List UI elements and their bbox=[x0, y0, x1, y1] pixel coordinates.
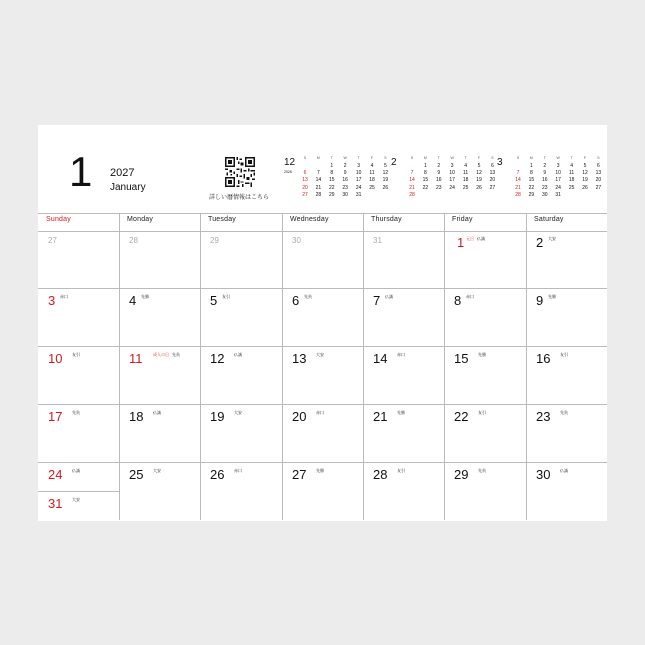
row-divider bbox=[38, 346, 607, 347]
mini-day: 8 bbox=[530, 170, 533, 177]
day-cell-number[interactable]: 22 bbox=[454, 409, 469, 424]
day-cell-label: 友引 bbox=[397, 468, 405, 473]
day-cell-number[interactable]: 15 bbox=[454, 351, 469, 366]
day-cell-label: 先勝 bbox=[316, 468, 324, 473]
mini-day: 18 bbox=[462, 177, 469, 184]
day-cell-label: 仏滅 bbox=[153, 410, 161, 415]
mini-day: 6 bbox=[303, 170, 307, 177]
mini-day: 11 bbox=[369, 170, 375, 177]
mini-day: 7 bbox=[410, 170, 414, 177]
mini-day: 3 bbox=[357, 163, 360, 169]
mini-day: 2 bbox=[437, 163, 441, 169]
day-cell-label: 先勝 bbox=[397, 410, 405, 415]
month-name: January bbox=[110, 182, 146, 193]
mini-day: 10 bbox=[555, 170, 561, 177]
day-cell-label: 成人の日 bbox=[153, 352, 169, 357]
mini-day: 6 bbox=[491, 163, 494, 169]
month-number: 1 bbox=[69, 148, 93, 195]
day-cell-label: 大安 bbox=[316, 352, 324, 357]
mini-day: 10 bbox=[355, 170, 362, 177]
day-cell-number[interactable]: 29 bbox=[454, 467, 469, 482]
column-divider bbox=[200, 213, 201, 520]
row-divider bbox=[38, 288, 607, 289]
day-cell-label: 大安 bbox=[72, 497, 80, 502]
mini-day: 7 bbox=[317, 170, 320, 177]
day-cell-rokuyo: 先負 bbox=[172, 352, 180, 357]
mini-day: 21 bbox=[315, 184, 322, 191]
mini-calendar-month: 12 bbox=[284, 157, 296, 168]
day-cell-number[interactable]: 6 bbox=[292, 293, 300, 308]
mini-day: 16 bbox=[342, 177, 348, 184]
mini-day: 20 bbox=[489, 177, 496, 184]
day-cell-number[interactable]: 8 bbox=[454, 293, 462, 308]
day-cell-label: 先勝 bbox=[141, 294, 149, 299]
mini-day: 4 bbox=[464, 163, 467, 169]
mini-day: 26 bbox=[582, 184, 588, 191]
mini-weekday-header: S bbox=[516, 156, 520, 160]
day-cell-label: 先負 bbox=[478, 468, 486, 473]
day-cell-number[interactable]: 18 bbox=[129, 409, 144, 424]
day-cell-label: 友引 bbox=[560, 352, 568, 357]
calendar-sheet bbox=[38, 125, 607, 521]
day-cell-number[interactable]: 27 bbox=[292, 467, 307, 482]
mini-day: 29 bbox=[528, 191, 535, 198]
mini-day: 13 bbox=[302, 177, 308, 184]
mini-weekday-header: S bbox=[410, 156, 414, 160]
day-cell-label: 友引 bbox=[222, 294, 230, 299]
mini-day: 15 bbox=[329, 177, 335, 184]
day-cell-number[interactable]: 25 bbox=[129, 467, 144, 482]
day-cell-number[interactable]: 5 bbox=[210, 293, 218, 308]
day-cell-number[interactable]: 23 bbox=[536, 409, 551, 424]
mini-day: 1 bbox=[330, 163, 334, 169]
day-cell-number[interactable]: 28 bbox=[373, 467, 388, 482]
day-cell-number[interactable]: 1 bbox=[457, 235, 465, 250]
row-divider bbox=[38, 404, 607, 405]
day-cell-label: 赤口 bbox=[466, 294, 474, 299]
mini-day: 19 bbox=[476, 177, 482, 184]
mini-weekday-header: M bbox=[423, 156, 427, 160]
mini-day: 23 bbox=[342, 184, 348, 191]
weekday-friday: Friday bbox=[452, 216, 473, 223]
day-cell-number[interactable]: 2 bbox=[536, 235, 544, 250]
mini-calendar-year: 2026 bbox=[284, 170, 292, 174]
day-cell-label: 仏滅 bbox=[72, 468, 80, 473]
mini-weekday-header: W bbox=[450, 156, 454, 160]
weekday-saturday: Saturday bbox=[534, 216, 564, 223]
mini-weekday-header: T bbox=[330, 156, 333, 160]
day-cell-label: 友引 bbox=[478, 410, 486, 415]
day-cell-number[interactable]: 13 bbox=[292, 351, 307, 366]
mini-day: 9 bbox=[437, 170, 441, 177]
day-cell-number[interactable]: 9 bbox=[536, 293, 544, 308]
mini-day: 15 bbox=[422, 177, 429, 184]
mini-day: 18 bbox=[369, 177, 375, 184]
mini-day: 9 bbox=[343, 170, 347, 177]
mini-day: 24 bbox=[355, 184, 362, 191]
mini-day: 5 bbox=[384, 163, 387, 169]
mini-day: 25 bbox=[568, 184, 575, 191]
mini-day: 20 bbox=[595, 177, 602, 184]
day-cell-number[interactable]: 30 bbox=[292, 236, 301, 245]
mini-day: 1 bbox=[530, 163, 533, 169]
day-cell-number[interactable]: 29 bbox=[210, 236, 219, 245]
day-cell-label: 大安 bbox=[548, 236, 556, 241]
day-cell-label: 先勝 bbox=[548, 294, 556, 299]
mini-day: 19 bbox=[382, 177, 389, 184]
day-cell-number[interactable]: 11 bbox=[129, 351, 143, 366]
day-cell-number[interactable]: 20 bbox=[292, 409, 307, 424]
mini-day: 14 bbox=[315, 177, 322, 184]
mini-day: 1 bbox=[424, 163, 427, 169]
day-cell-label: 先負 bbox=[560, 410, 568, 415]
column-divider bbox=[363, 213, 364, 520]
day-cell-label: 仏滅 bbox=[234, 352, 242, 357]
mini-day: 2 bbox=[543, 163, 547, 169]
mini-weekday-header: W bbox=[343, 156, 347, 160]
mini-day: 17 bbox=[355, 177, 362, 184]
column-divider bbox=[282, 213, 283, 520]
day-cell-rokuyo: 仏滅 bbox=[477, 236, 485, 241]
mini-day: 15 bbox=[528, 177, 535, 184]
mini-day: 25 bbox=[462, 184, 469, 191]
mini-day: 2 bbox=[343, 163, 347, 169]
mini-day: 12 bbox=[382, 170, 389, 177]
mini-day: 5 bbox=[583, 163, 587, 169]
column-divider bbox=[526, 213, 527, 520]
day-cell-number[interactable]: 12 bbox=[210, 351, 225, 366]
mini-day: 18 bbox=[568, 177, 575, 184]
mini-day: 22 bbox=[422, 184, 429, 191]
day-cell-label: 赤口 bbox=[60, 294, 68, 299]
mini-weekday-header: M bbox=[529, 156, 533, 160]
day-cell-number[interactable]: 10 bbox=[48, 351, 63, 366]
day-cell-number[interactable]: 30 bbox=[536, 467, 551, 482]
day-cell-number[interactable]: 3 bbox=[48, 293, 56, 308]
day-cell-number[interactable]: 19 bbox=[210, 409, 225, 424]
mini-day: 5 bbox=[477, 163, 481, 169]
mini-weekday-header: S bbox=[491, 156, 494, 160]
mini-day: 17 bbox=[449, 177, 455, 184]
qr-code-icon[interactable] bbox=[225, 157, 255, 187]
day-cell-label: 元日 bbox=[466, 236, 474, 241]
mini-day: 4 bbox=[570, 163, 573, 169]
mini-weekday-header: T bbox=[357, 156, 360, 160]
mini-weekday-header: M bbox=[316, 156, 320, 160]
mini-day: 11 bbox=[462, 170, 469, 177]
mini-day: 24 bbox=[449, 184, 455, 191]
mini-day: 23 bbox=[542, 184, 548, 191]
mini-day: 14 bbox=[409, 177, 415, 184]
mini-day: 9 bbox=[543, 170, 547, 177]
day-cell-label: 大安 bbox=[234, 410, 242, 415]
column-divider bbox=[119, 213, 120, 520]
mini-calendar-month: 2 bbox=[391, 157, 397, 168]
mini-day: 4 bbox=[370, 163, 374, 169]
year-label: 2027 bbox=[110, 167, 135, 179]
mini-day: 7 bbox=[516, 170, 520, 177]
mini-day: 19 bbox=[582, 177, 588, 184]
day-cell-number[interactable]: 26 bbox=[210, 467, 225, 482]
mini-weekday-header: F bbox=[477, 156, 481, 160]
row-divider bbox=[38, 462, 607, 463]
day-cell-label: 大安 bbox=[153, 468, 161, 473]
day-cell-label: 仏滅 bbox=[385, 294, 393, 299]
mini-day: 28 bbox=[409, 191, 415, 198]
mini-day: 14 bbox=[515, 177, 521, 184]
mini-day: 12 bbox=[476, 170, 482, 177]
day-cell-label: 赤口 bbox=[234, 468, 242, 473]
mini-day: 30 bbox=[342, 191, 348, 198]
weekday-thursday: Thursday bbox=[371, 216, 402, 223]
mini-day: 16 bbox=[542, 177, 548, 184]
mini-day: 8 bbox=[330, 170, 334, 177]
day-cell-label: 先勝 bbox=[478, 352, 486, 357]
weekday-wednesday: Wednesday bbox=[290, 216, 329, 223]
mini-weekday-header: T bbox=[464, 156, 467, 160]
mini-day: 16 bbox=[436, 177, 442, 184]
mini-weekday-header: S bbox=[597, 156, 600, 160]
mini-day: 20 bbox=[302, 184, 308, 191]
day-cell-number[interactable]: 17 bbox=[48, 409, 63, 424]
day-cell-label: 仏滅 bbox=[560, 468, 568, 473]
day-cell-number[interactable]: 7 bbox=[373, 293, 381, 308]
day-cell-number[interactable]: 16 bbox=[536, 351, 551, 366]
day-cell-label: 先負 bbox=[72, 410, 80, 415]
day-cell-number[interactable]: 31 bbox=[48, 496, 63, 511]
weekday-header-row bbox=[38, 213, 607, 232]
day-cell-label: 赤口 bbox=[397, 352, 405, 357]
weekday-tuesday: Tuesday bbox=[208, 216, 236, 223]
mini-day: 11 bbox=[568, 170, 575, 177]
weekday-sunday: Sunday bbox=[46, 216, 71, 223]
mini-day: 26 bbox=[382, 184, 389, 191]
mini-weekday-header: S bbox=[303, 156, 307, 160]
qr-caption: 詳しい暦情報はこちら bbox=[209, 195, 270, 201]
mini-day: 27 bbox=[489, 184, 496, 191]
day-cell-number[interactable]: 4 bbox=[129, 293, 137, 308]
mini-weekday-header: T bbox=[543, 156, 546, 160]
day-cell-number[interactable]: 24 bbox=[48, 467, 63, 482]
mini-day: 22 bbox=[329, 184, 335, 191]
mini-day: 6 bbox=[597, 163, 600, 169]
mini-day: 28 bbox=[315, 191, 322, 198]
mini-weekday-header: F bbox=[583, 156, 587, 160]
mini-day: 10 bbox=[449, 170, 455, 177]
mini-day: 23 bbox=[436, 184, 442, 191]
mini-day: 22 bbox=[528, 184, 535, 191]
mini-day: 12 bbox=[582, 170, 588, 177]
mini-weekday-header: T bbox=[437, 156, 440, 160]
day-cell-label: 先負 bbox=[304, 294, 312, 299]
day-cell-number[interactable]: 21 bbox=[373, 409, 388, 424]
mini-day: 27 bbox=[302, 191, 308, 198]
mini-weekday-header: W bbox=[556, 156, 560, 160]
mini-weekday-header: F bbox=[370, 156, 374, 160]
mini-day: 3 bbox=[556, 163, 560, 169]
mini-day: 21 bbox=[409, 184, 415, 191]
mini-weekday-header: T bbox=[570, 156, 573, 160]
day-cell-label: 赤口 bbox=[316, 410, 324, 415]
mini-day: 8 bbox=[424, 170, 427, 177]
mini-day: 13 bbox=[489, 170, 496, 177]
mini-calendar-month: 3 bbox=[497, 157, 503, 168]
day-cell-number[interactable]: 28 bbox=[129, 236, 138, 245]
mini-day: 28 bbox=[515, 191, 521, 198]
mini-day: 17 bbox=[555, 177, 561, 184]
day-cell-number[interactable]: 27 bbox=[48, 236, 57, 245]
column-divider bbox=[444, 213, 445, 520]
mini-day: 30 bbox=[542, 191, 548, 198]
mini-day: 27 bbox=[595, 184, 602, 191]
weekday-monday: Monday bbox=[127, 216, 154, 223]
day-cell-number[interactable]: 14 bbox=[373, 351, 388, 366]
day-cell-label: 友引 bbox=[72, 352, 80, 357]
mini-day: 26 bbox=[476, 184, 482, 191]
mini-weekday-header: S bbox=[384, 156, 387, 160]
day-cell-number[interactable]: 31 bbox=[373, 236, 382, 245]
mini-day: 31 bbox=[355, 191, 362, 198]
split-cell-divider bbox=[38, 491, 119, 492]
mini-day: 3 bbox=[450, 163, 454, 169]
mini-day: 21 bbox=[515, 184, 521, 191]
mini-day: 25 bbox=[369, 184, 375, 191]
mini-day: 13 bbox=[595, 170, 602, 177]
mini-day: 31 bbox=[555, 191, 561, 198]
mini-day: 29 bbox=[329, 191, 335, 198]
mini-day: 24 bbox=[555, 184, 561, 191]
